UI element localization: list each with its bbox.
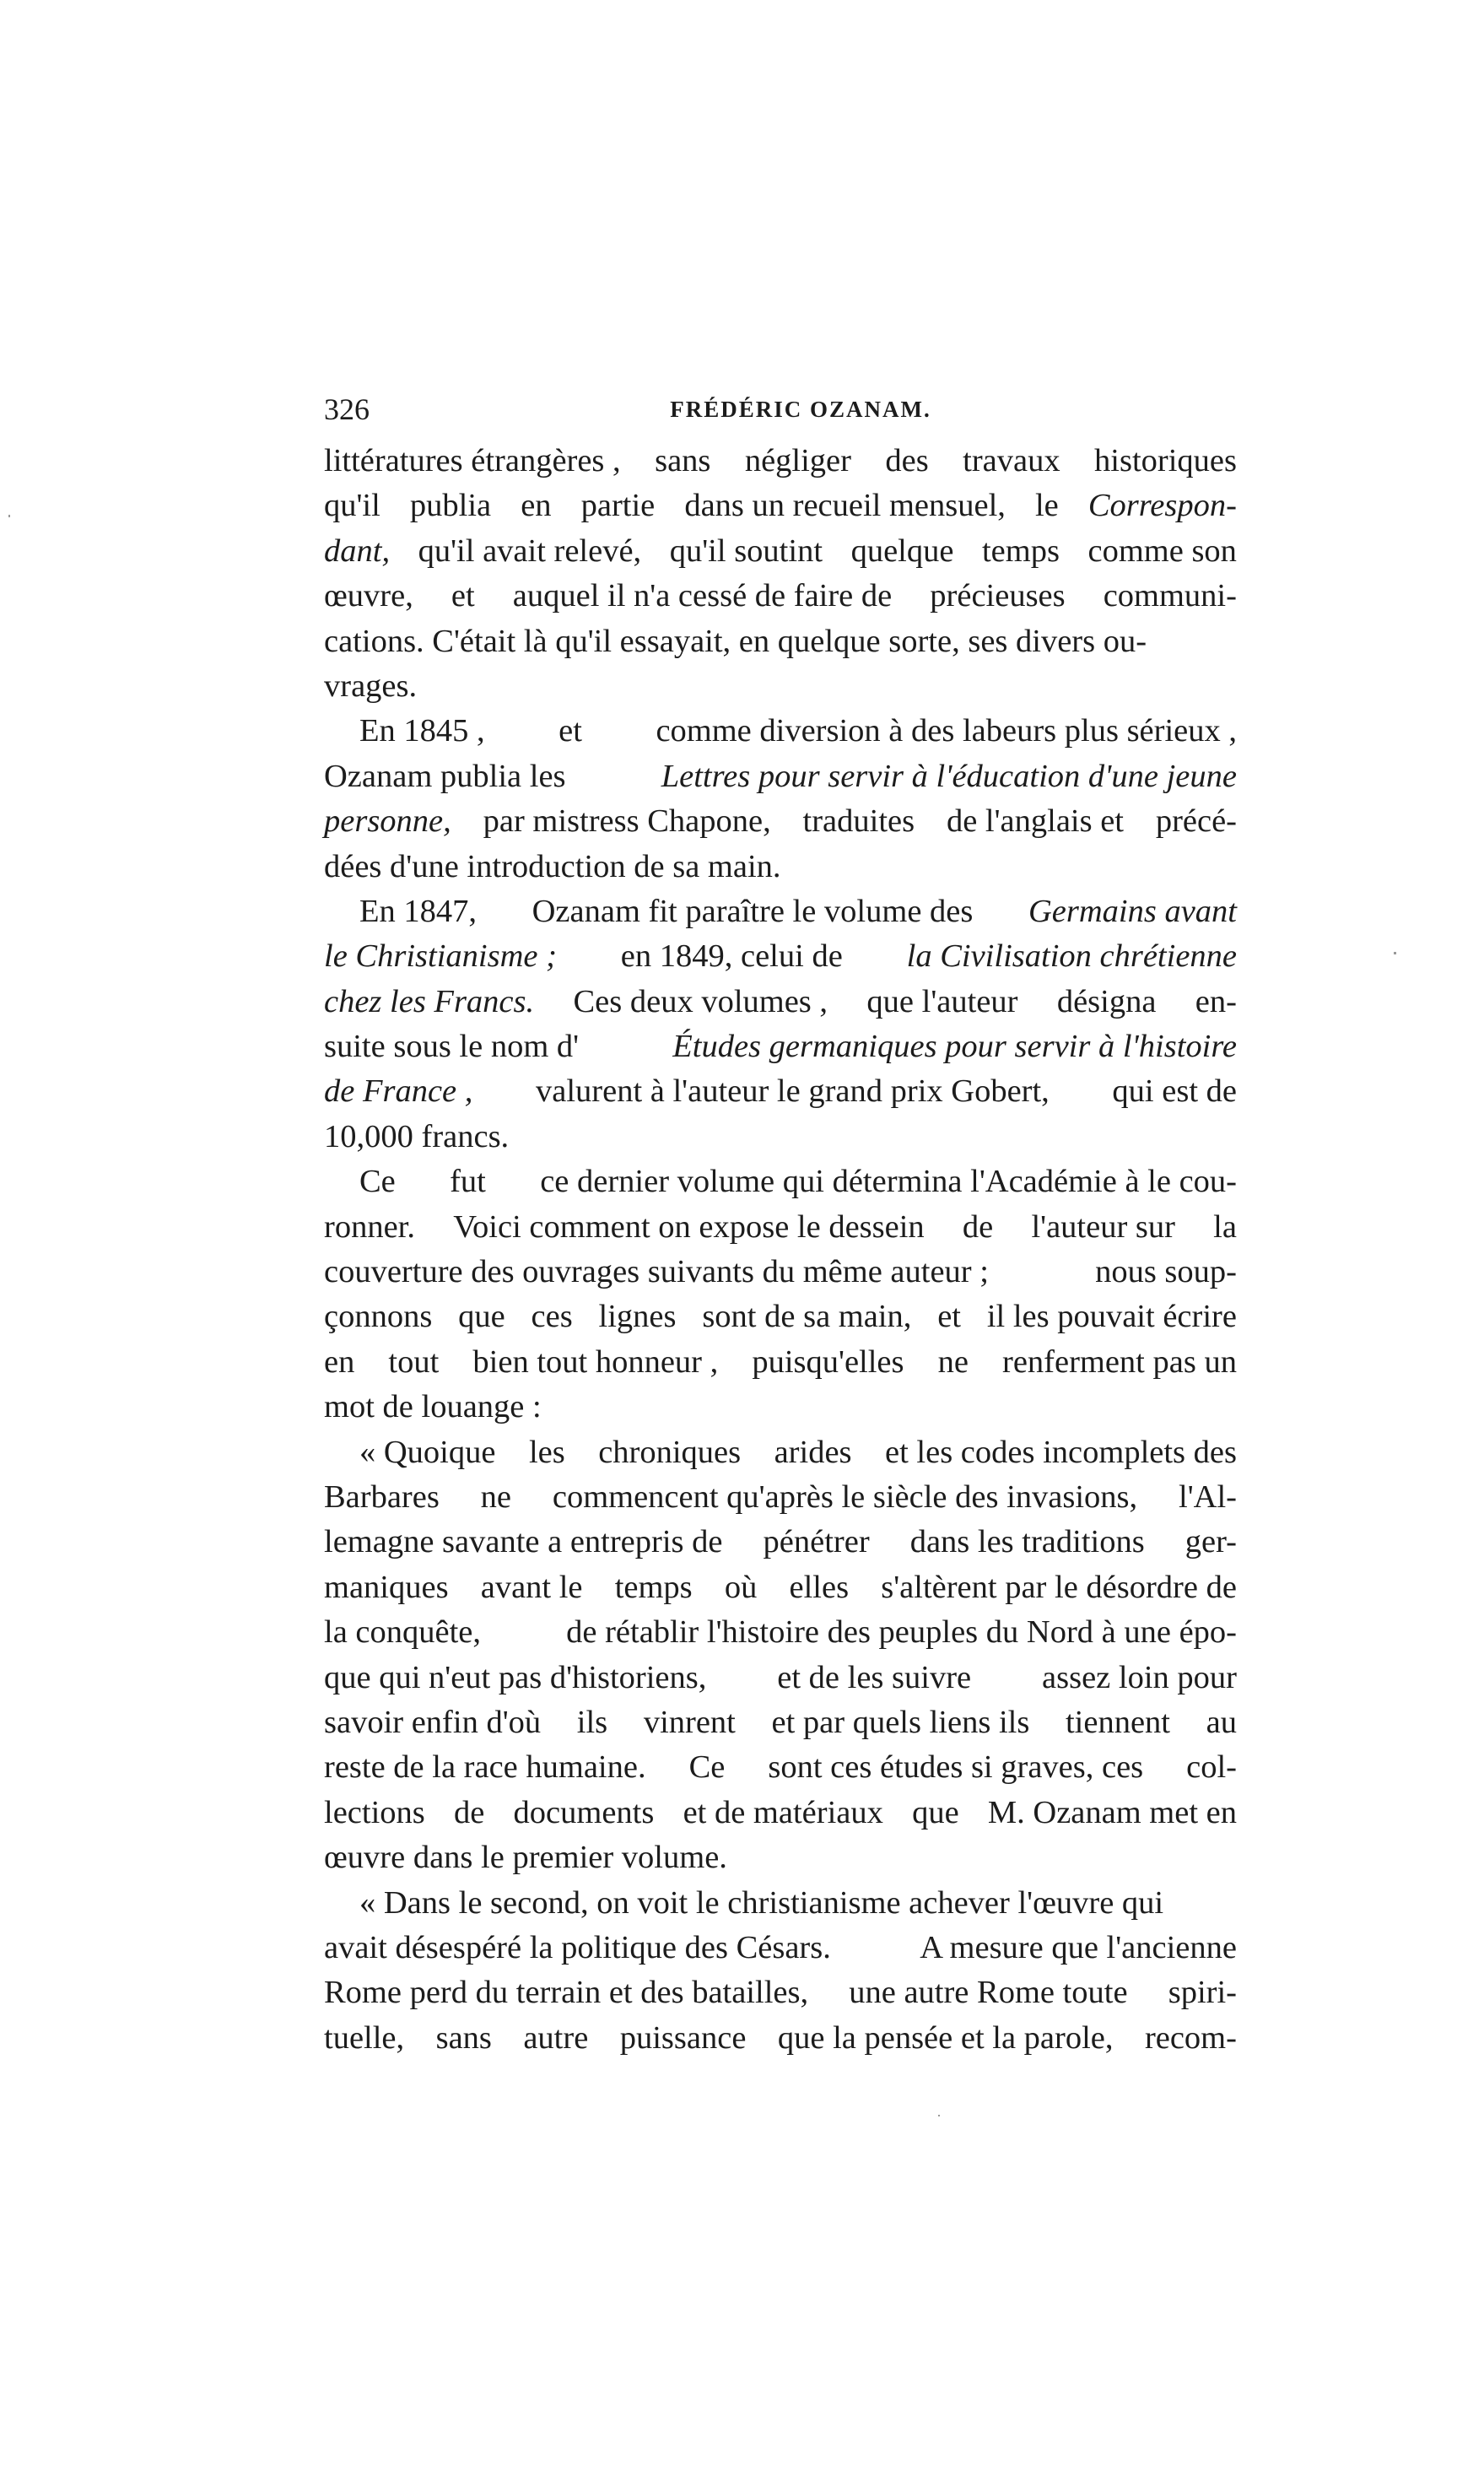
text-segment: que la pensée et la parole,	[777, 2019, 1114, 2056]
text-line	[324, 1881, 1237, 1926]
italic-text: de France ,	[324, 1073, 473, 1110]
text-segment: En 1845 ,	[359, 713, 485, 749]
text-segment: qu'il avait relevé,	[418, 532, 642, 569]
text-line	[324, 1656, 1237, 1700]
text-line	[324, 889, 1237, 934]
text-segment: en 1849, celui de	[620, 938, 843, 975]
text-segment: la	[1213, 1208, 1237, 1245]
text-segment: que qui n'eut pas d'historiens,	[324, 1659, 707, 1695]
text-line	[324, 1970, 1237, 2015]
text-segment: A mesure que l'ancienne	[920, 1929, 1237, 1965]
text-segment: précé-	[1155, 803, 1237, 840]
text-segment: avait désespéré la politique des Césars.	[324, 1929, 831, 1965]
text-segment: où	[724, 1569, 758, 1605]
text-segment: Ozanam fit paraître le volume des	[532, 893, 974, 929]
text-segment: une autre Rome toute	[849, 1975, 1128, 2011]
text-segment: temps	[614, 1569, 693, 1605]
text-segment: le	[481, 1840, 505, 1876]
text-segment: M. Ozanam met en	[987, 1794, 1237, 1830]
text-line	[324, 1745, 1237, 1790]
text-segment: « Dans le second, on voit le christianisme achever l'œuvre qui	[359, 1884, 1164, 1921]
page-header	[324, 384, 1227, 435]
text-segment: dées d'une introduction de sa main.	[324, 848, 781, 884]
text-segment: vinrent	[643, 1704, 736, 1740]
text-segment: bien tout honneur ,	[472, 1343, 719, 1380]
text-segment: l'auteur sur	[1031, 1208, 1175, 1245]
text-segment: Voici comment on expose le dessein	[453, 1208, 925, 1245]
text-segment: spiri-	[1168, 1975, 1237, 2011]
text-segment: œuvre dans	[324, 1840, 473, 1876]
italic-text: Germains avant	[1028, 893, 1237, 929]
text-segment: Ces deux volumes ,	[573, 983, 828, 1019]
text-line	[324, 1520, 1237, 1565]
text-segment: arides	[774, 1434, 852, 1470]
text-segment: désigna	[1056, 983, 1157, 1019]
text-segment: œuvre,	[324, 578, 413, 614]
text-segment: et par quels liens ils	[771, 1704, 1030, 1740]
text-segment: de louange :	[382, 1389, 542, 1425]
text-segment: autre	[523, 2019, 589, 2056]
page-number: 326	[324, 392, 370, 426]
text-segment: dans un recueil mensuel,	[684, 488, 1006, 524]
body-text	[324, 439, 1237, 2061]
text-segment: tuelle,	[324, 2019, 405, 2056]
text-segment: savoir enfin d'où	[324, 1704, 542, 1740]
text-segment: tiennent	[1065, 1704, 1170, 1740]
text-line	[324, 845, 1237, 889]
text-segment: Ce	[359, 1164, 396, 1200]
text-line	[324, 1791, 1237, 1835]
text-segment: et	[559, 713, 582, 749]
text-line	[324, 1250, 1237, 1295]
italic-text: Correspon-	[1087, 488, 1237, 524]
text-line	[324, 529, 1237, 574]
text-segment: le	[1034, 488, 1059, 524]
text-segment: sans	[435, 2019, 492, 2056]
text-line	[324, 574, 1237, 619]
text-segment: chroniques	[598, 1434, 742, 1470]
text-segment: et de matériaux	[683, 1794, 883, 1830]
italic-text: chez les Francs.	[324, 983, 535, 1019]
text-line	[324, 1610, 1237, 1655]
text-segment: lemagne savante a entrepris de	[324, 1524, 723, 1560]
text-line	[324, 1069, 1237, 1114]
text-line	[324, 980, 1237, 1024]
text-segment: qu'il	[324, 488, 380, 524]
text-line	[324, 1700, 1237, 1745]
text-segment: de	[962, 1208, 994, 1245]
text-segment: premier volume.	[512, 1840, 727, 1876]
text-line	[324, 439, 1237, 484]
text-segment: de l'anglais et	[946, 803, 1124, 840]
scan-speck	[1394, 952, 1396, 954]
text-segment: traduites	[802, 803, 915, 840]
text-segment: auquel il n'a cessé de faire de	[512, 578, 893, 614]
text-segment: de	[453, 1794, 485, 1830]
text-segment: Rome perd du terrain et des batailles,	[324, 1975, 809, 2011]
text-line	[324, 1159, 1237, 1204]
text-line	[324, 934, 1237, 979]
text-segment: la conquête,	[324, 1614, 481, 1651]
text-segment: assez loin pour	[1042, 1659, 1237, 1695]
text-line	[324, 1340, 1237, 1385]
text-segment: ronner.	[324, 1208, 415, 1245]
text-segment: puisqu'elles	[752, 1343, 904, 1380]
text-segment: historiques	[1094, 443, 1237, 478]
text-segment: ne	[480, 1478, 512, 1515]
italic-text: le Christianisme ;	[324, 938, 557, 975]
text-segment: négliger	[744, 443, 851, 478]
text-line	[324, 619, 1237, 664]
text-segment: 10,000 francs.	[324, 1118, 510, 1154]
text-line	[324, 799, 1237, 844]
text-segment: ce dernier volume qui détermina l'Académie à le cou-	[540, 1164, 1237, 1200]
text-line	[324, 1835, 1237, 1880]
italic-text: la Civilisation chrétienne	[906, 938, 1237, 975]
text-segment: les	[528, 1434, 565, 1470]
text-segment: nous soup-	[1095, 1254, 1237, 1290]
italic-text: personne,	[324, 803, 451, 840]
text-segment: temps	[981, 532, 1060, 569]
text-segment: et	[937, 1299, 961, 1335]
text-line	[324, 1115, 1237, 1159]
text-segment: cations. C'était là qu'il essayait, en quelque sorte, ses divers ou-	[324, 623, 1147, 659]
text-line	[324, 1430, 1237, 1475]
text-segment: commencent qu'après le siècle des invasions,	[552, 1478, 1138, 1515]
text-segment: puissance	[619, 2019, 747, 2056]
text-segment: vrages.	[324, 668, 418, 704]
text-segment: littératures étrangères ,	[324, 443, 621, 478]
text-segment: partie	[580, 488, 656, 524]
text-line	[324, 1024, 1237, 1069]
text-segment: précieuses	[930, 578, 1066, 614]
text-segment: en	[521, 488, 552, 524]
text-segment: sans	[655, 443, 711, 478]
text-segment: reste de la race humaine.	[324, 1749, 646, 1786]
text-segment: de rétablir l'histoire des peuples du Nord à une épo-	[566, 1614, 1237, 1651]
text-segment: que	[458, 1299, 505, 1335]
text-segment: çonnons	[324, 1299, 433, 1335]
text-segment: communi-	[1103, 578, 1237, 614]
text-segment: documents	[513, 1794, 655, 1830]
text-segment: sont de sa main,	[702, 1299, 912, 1335]
text-segment: comme diversion à des labeurs plus sérieux ,	[656, 713, 1237, 749]
text-segment: et les codes incomplets des	[885, 1434, 1237, 1470]
text-segment: ils	[576, 1704, 608, 1740]
text-segment: Ozanam publia les	[324, 758, 566, 794]
text-segment: publia	[409, 488, 492, 524]
text-line	[324, 1475, 1237, 1520]
text-segment: mot	[324, 1389, 375, 1425]
text-segment: couverture des ouvrages suivants du même auteur ;	[324, 1254, 989, 1290]
text-segment: fut	[450, 1164, 486, 1200]
text-segment: renferment pas un	[1002, 1343, 1237, 1380]
text-line	[324, 2016, 1237, 2061]
text-segment: qui est de	[1112, 1073, 1237, 1110]
text-segment: et de les suivre	[777, 1659, 972, 1695]
text-segment: Barbares	[324, 1478, 440, 1515]
text-segment: tout	[388, 1343, 440, 1380]
text-line	[324, 664, 1237, 709]
text-segment: avant le	[480, 1569, 583, 1605]
text-segment: pénétrer	[763, 1524, 870, 1560]
text-segment: et	[451, 578, 475, 614]
text-line	[324, 754, 1237, 799]
text-line	[324, 1205, 1237, 1250]
text-segment: suite sous le nom d'	[324, 1029, 580, 1065]
text-segment: maniques	[324, 1569, 449, 1605]
text-segment: elles	[789, 1569, 850, 1605]
text-segment: que l'auteur	[866, 983, 1018, 1019]
text-segment: qu'il soutint	[669, 532, 823, 569]
text-line	[324, 1295, 1237, 1339]
text-segment: en	[324, 1343, 355, 1380]
text-segment: recom-	[1144, 2019, 1237, 2056]
text-segment: ces	[531, 1299, 573, 1335]
text-segment: comme son	[1087, 532, 1237, 569]
text-segment: par mistress Chapone,	[483, 803, 771, 840]
text-segment: lignes	[598, 1299, 677, 1335]
text-segment: au	[1206, 1704, 1237, 1740]
text-line	[324, 1385, 1237, 1430]
text-segment: ne	[937, 1343, 969, 1380]
text-segment: valurent à l'auteur le grand prix Gobert,	[536, 1073, 1050, 1110]
text-line	[324, 1926, 1237, 1970]
text-segment: « Quoique	[359, 1434, 496, 1470]
text-segment: lections	[324, 1794, 425, 1830]
text-line	[324, 709, 1237, 754]
text-segment: dans les traditions	[909, 1524, 1145, 1560]
text-segment: ger-	[1185, 1524, 1237, 1560]
text-segment: il les pouvait écrire	[986, 1299, 1237, 1335]
text-segment: des	[885, 443, 929, 478]
text-segment: quelque	[850, 532, 954, 569]
italic-text: dant,	[324, 532, 391, 569]
text-line	[324, 1565, 1237, 1610]
scan-speck	[938, 2115, 940, 2116]
text-segment: l'Al-	[1179, 1478, 1237, 1515]
italic-text: Lettres pour servir à l'éducation d'une jeune	[661, 758, 1237, 794]
text-segment: En 1847,	[359, 893, 478, 929]
text-segment: Ce	[688, 1749, 726, 1786]
running-head: FRÉDÉRIC OZANAM.	[670, 397, 931, 422]
text-segment: sont ces études si graves, ces	[768, 1749, 1144, 1786]
text-segment: s'altèrent par le désordre de	[881, 1569, 1237, 1605]
text-segment: que	[912, 1794, 959, 1830]
scan-speck	[8, 515, 10, 517]
text-segment: en-	[1195, 983, 1237, 1019]
italic-text: Études germaniques pour servir à l'histoire	[672, 1029, 1237, 1065]
text-line	[324, 484, 1237, 528]
text-segment: col-	[1186, 1749, 1237, 1786]
text-segment: travaux	[963, 443, 1060, 478]
